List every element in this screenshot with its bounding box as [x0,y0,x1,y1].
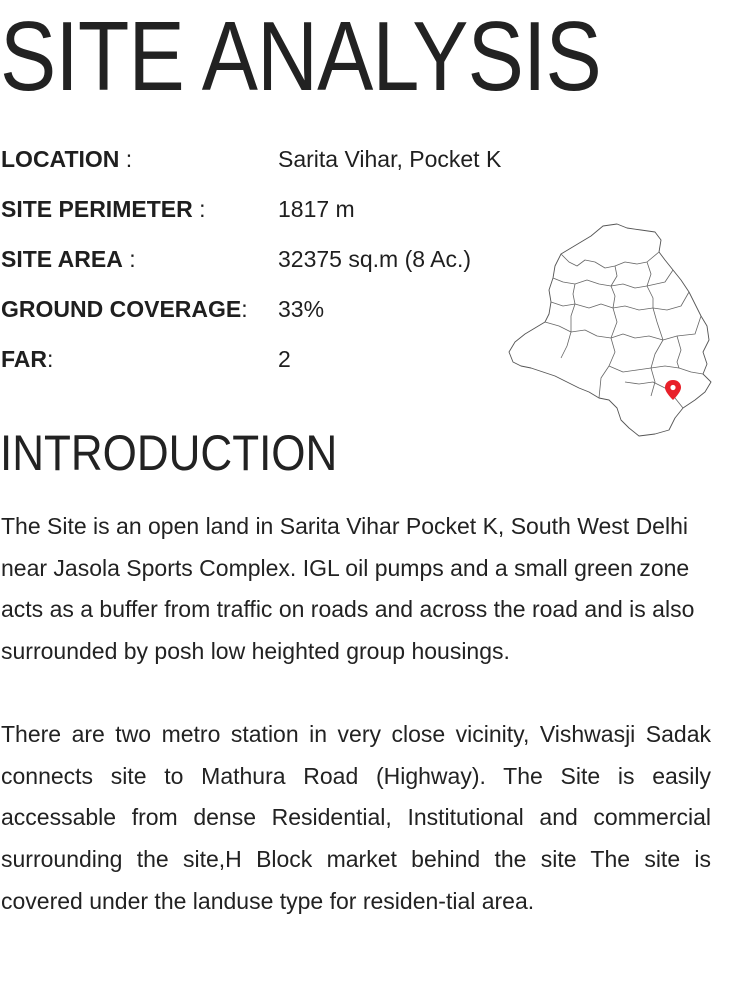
fact-label: FAR: [1,346,54,372]
fact-label: SITE AREA : [1,246,136,272]
fact-location [0,140,540,190]
fact-value: 1817 m [278,196,355,222]
fact-value: 2 [278,346,291,372]
page-title: SITE ANALYSIS [0,1,601,111]
map-outline [509,224,711,436]
fact-site-perimeter [0,190,540,240]
fact-value: 33% [278,296,325,322]
fact-ground-coverage [0,290,540,340]
fact-label: GROUND COVERAGE: [1,296,248,322]
intro-paragraph-2: There are two metro station in very close vicinity, Vishwasji Sadak connects site to Mathura Road (Highway). The Site is easily accessable from dense Residential, Institutional and commercial surrounding the site,H Block market behind the site The site is covered under the landuse type for residen-tial area. [1,721,711,914]
intro-paragraph-1: The Site is an open land in Sarita Vihar Pocket K, South West Delhi near Jasola Sports Complex. IGL oil pumps and a small green zone acts as a buffer from traffic on roads and across the road and is also surrounded by posh low heighted group housings. [1,513,695,665]
fact-label: SITE PERIMETER : [1,196,206,222]
site-facts [0,140,540,390]
introduction-heading: INTRODUCTION [0,425,338,481]
fact-site-area [0,240,540,290]
fact-value: 32375 sq.m (8 Ac.) [278,246,472,272]
fact-value: Sarita Vihar, Pocket K [278,146,502,172]
fact-label: LOCATION : [1,146,133,172]
fact-far [0,340,540,390]
delhi-map-icon [505,222,715,442]
